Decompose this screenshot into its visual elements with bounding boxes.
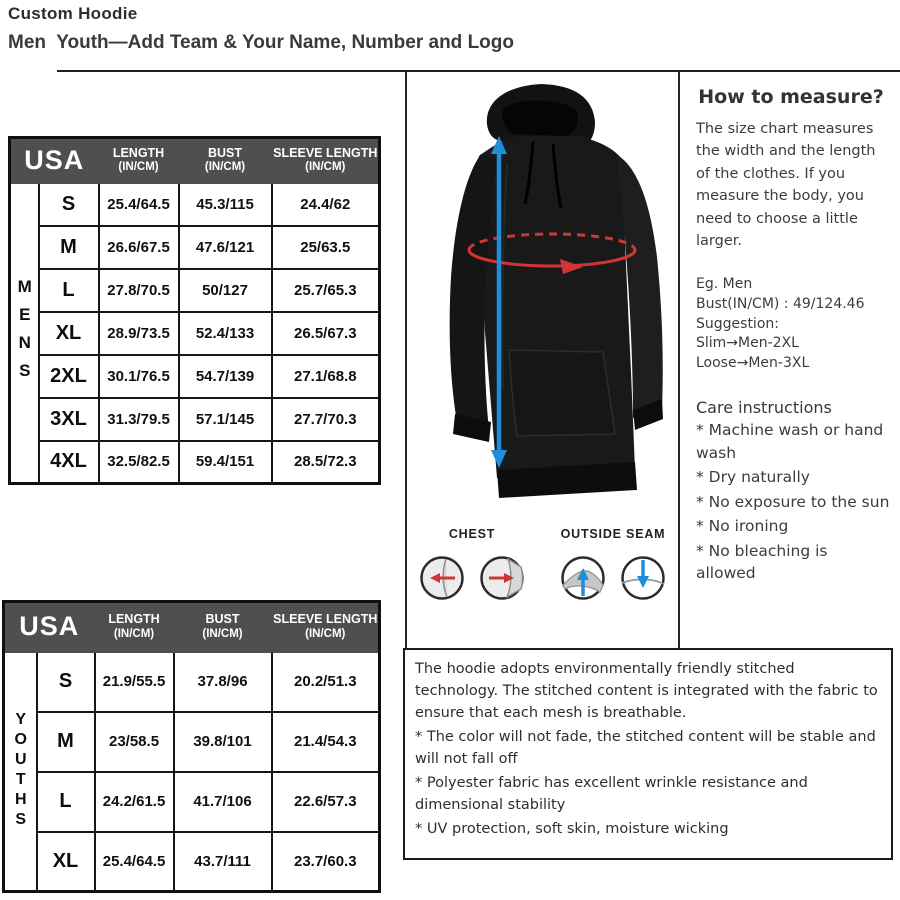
youths-header-row (4, 602, 380, 652)
product-subtitle: Men Youth—Add Team & Your Name, Number and Logo (8, 32, 514, 53)
length-cell: 24.2/61.5 (95, 772, 174, 832)
sleeve-header: SLEEVE LENGTH (IN/CM) (272, 138, 380, 183)
sleeve-cell: 25.7/65.3 (272, 269, 380, 312)
bust-cell: 45.3/115 (179, 183, 272, 226)
youths-size-table (2, 600, 381, 893)
size-row (4, 712, 380, 772)
bust-cell: 59.4/151 (179, 441, 272, 484)
example-line: Loose→Men-3XL (696, 355, 810, 372)
product-title: Custom Hoodie (8, 4, 138, 23)
size-cell: S (39, 183, 99, 226)
seam-arrow-down-icon (620, 555, 666, 601)
bust-header: BUST (IN/CM) (179, 138, 272, 183)
sleeve-cell: 28.5/72.3 (272, 441, 380, 484)
sleeve-cell: 27.1/68.8 (272, 355, 380, 398)
length-cell: 32.5/82.5 (99, 441, 179, 484)
size-cell: L (39, 269, 99, 312)
example-line: Slim→Men-2XL (696, 335, 799, 352)
size-cell: L (37, 772, 95, 832)
hoodie-diagram-box (405, 72, 680, 648)
sleeve-cell: 22.6/57.3 (272, 772, 380, 832)
length-cell: 26.6/67.5 (99, 226, 179, 269)
bust-cell: 57.1/145 (179, 398, 272, 441)
bust-cell: 47.6/121 (179, 226, 272, 269)
example-line: Bust(IN/CM) : 49/124.46 (696, 295, 865, 312)
measure-icons-row (407, 527, 678, 601)
example-line: Suggestion: (696, 315, 779, 332)
sleeve-cell: 27.7/70.3 (272, 398, 380, 441)
size-cell: XL (37, 832, 95, 892)
care-item: * No ironing (696, 517, 789, 536)
size-row (10, 312, 380, 355)
sleeve-header: SLEEVE LENGTH (IN/CM) (272, 602, 380, 652)
fabric-note: * The color will not fade, the stitched content will be stable and will not fall off (415, 729, 876, 768)
care-list (696, 419, 892, 584)
bust-cell: 43.7/111 (174, 832, 272, 892)
size-row (10, 183, 380, 226)
length-cell: 28.9/73.5 (99, 312, 179, 355)
size-row (10, 398, 380, 441)
mens-header-row (10, 138, 380, 183)
size-cell: 4XL (39, 441, 99, 484)
usa-header: USA (10, 138, 99, 183)
outside-seam-group (560, 527, 666, 601)
bust-cell: 37.8/96 (174, 652, 272, 712)
care-item: * Dry naturally (696, 468, 810, 487)
care-item: * No bleaching is allowed (696, 541, 828, 582)
mens-size-table (8, 136, 381, 485)
fabric-note: * Polyester fabric has excellent wrinkle resistance and dimensional stability (415, 775, 808, 814)
chest-label: CHEST (448, 527, 496, 541)
length-cell: 21.9/55.5 (95, 652, 174, 712)
sleeve-cell: 24.4/62 (272, 183, 380, 226)
group-label: MENS (10, 183, 39, 484)
care-item: * No exposure to the sun (696, 492, 890, 511)
sleeve-cell: 25/63.5 (272, 226, 380, 269)
bust-cell: 54.7/139 (179, 355, 272, 398)
seam-arrow-up-icon (560, 555, 606, 601)
length-cell: 30.1/76.5 (99, 355, 179, 398)
length-header: LENGTH (IN/CM) (99, 138, 179, 183)
length-cell: 31.3/79.5 (99, 398, 179, 441)
title-block (8, 4, 514, 54)
how-to-measure-panel (682, 72, 900, 648)
chest-arrow-left-icon (419, 555, 465, 601)
fabric-note: The hoodie adopts environmentally friendly stitched technology. The stitched content is integrated with the fabric to ensure that each mesh is breathable. (415, 661, 878, 722)
bust-header: BUST (IN/CM) (174, 602, 272, 652)
chest-measure-group (419, 527, 525, 601)
size-cell: S (37, 652, 95, 712)
measure-intro: The size chart measures the width and the length of the clothes. If you measure the body, you need to choose a little larger. (696, 121, 876, 250)
bust-cell: 39.8/101 (174, 712, 272, 772)
length-cell: 25.4/64.5 (99, 183, 179, 226)
group-label: YOUTHS (4, 652, 37, 892)
sleeve-cell: 23.7/60.3 (272, 832, 380, 892)
size-row (10, 355, 380, 398)
bust-cell: 41.7/106 (174, 772, 272, 832)
size-row (10, 226, 380, 269)
chest-arrow-right-icon (479, 555, 525, 601)
size-row (10, 441, 380, 484)
sleeve-cell: 21.4/54.3 (272, 712, 380, 772)
example-line: Eg. Men (696, 275, 753, 292)
size-row (10, 269, 380, 312)
bust-cell: 50/127 (179, 269, 272, 312)
length-header: LENGTH (IN/CM) (95, 602, 174, 652)
fabric-notes-box (403, 648, 893, 860)
size-cell: 2XL (39, 355, 99, 398)
care-heading: Care instructions (696, 398, 832, 418)
care-item: * Machine wash or hand wash (696, 421, 884, 462)
sleeve-cell: 26.5/67.3 (272, 312, 380, 355)
size-row (4, 772, 380, 832)
size-row (4, 832, 380, 892)
length-cell: 25.4/64.5 (95, 832, 174, 892)
length-cell: 27.8/70.5 (99, 269, 179, 312)
usa-header: USA (4, 602, 95, 652)
size-cell: M (39, 226, 99, 269)
outside-seam-label: OUTSIDE SEAM (560, 527, 666, 541)
size-cell: M (37, 712, 95, 772)
hoodie-image (407, 72, 682, 524)
size-cell: 3XL (39, 398, 99, 441)
size-row (4, 652, 380, 712)
length-cell: 23/58.5 (95, 712, 174, 772)
size-cell: XL (39, 312, 99, 355)
size-example-block (696, 275, 892, 374)
fabric-note: * UV protection, soft skin, moisture wicking (415, 821, 729, 838)
sleeve-cell: 20.2/51.3 (272, 652, 380, 712)
bust-cell: 52.4/133 (179, 312, 272, 355)
measure-heading: How to measure? (698, 86, 884, 108)
